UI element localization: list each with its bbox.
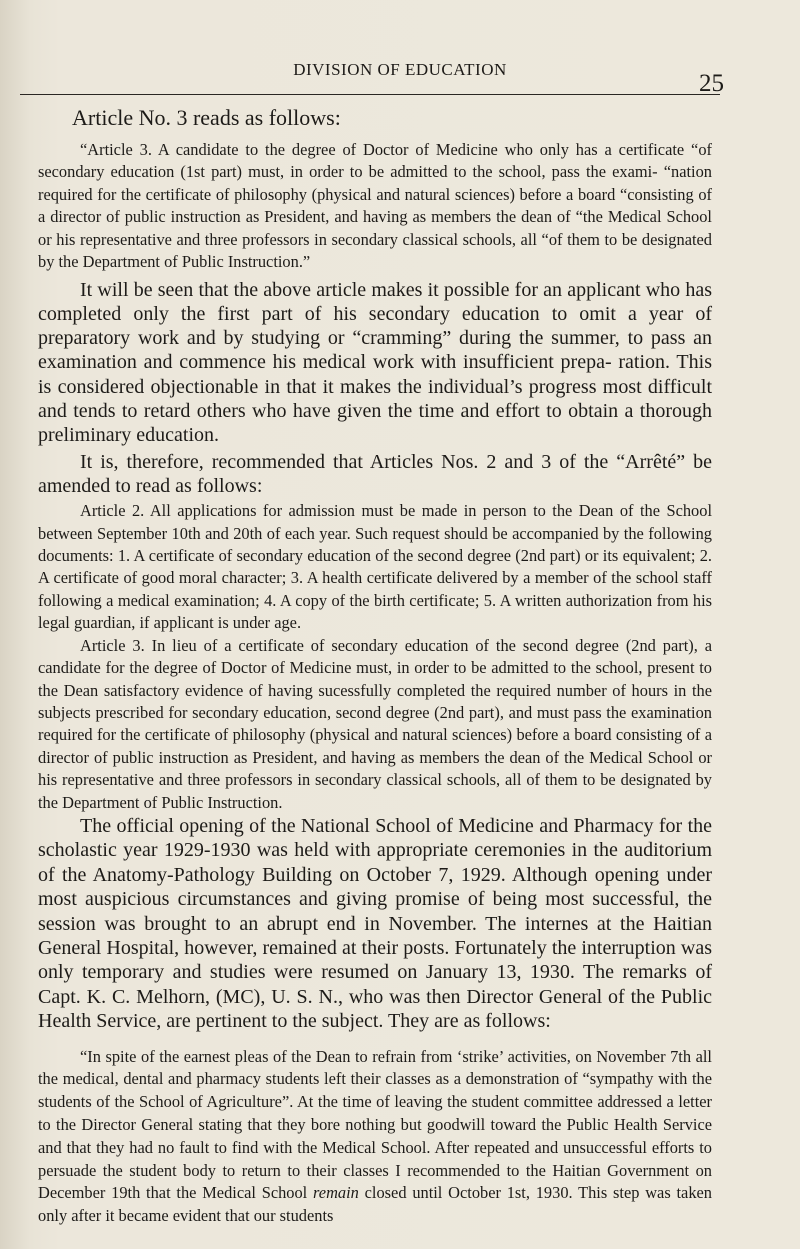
paragraph-official-opening: The official opening of the National School of Medicine and Pharmacy for the scholastic year 1929-1930 was held with appropriate ceremonies in the auditorium of the Anatomy-Pathology Building on October 7, 1929. Although opening under most auspicious circumstances and giving promise of being most successful, the session was brought to an abrupt end in November. The internes at the Haitian General Hospital, however, remained at their posts. Fortunately the interruption was only temporary and studies were resumed on January 13, 1930. The remarks of Capt. K. C. Melhorn, (MC), U. S. N., who was then Director General of the Public Health Service, are pertinent to the subject. They are as follows: — [38, 814, 712, 1033]
quoted-strike-remarks — [38, 1046, 712, 1228]
quote-strike-text-2: closed until October 1st, 1930. This step was taken only after it became evident that our students — [38, 1183, 712, 1226]
quote-strike-italic: remain — [313, 1183, 359, 1203]
page-number: 25 — [699, 70, 724, 97]
paragraph-possible: It will be seen that the above article makes it possible for an applicant who has completed only the first part of his secondary education to omit a year of preparatory work and by studying or “cramming” during the summer, to pass an examination and commence his medical work with insufficient prepa- ration. This is considered objectionable in that it makes the individual’s progress most difficult and tends to retard others who have given the time and effort to obtain a thorough preliminary education. — [38, 278, 712, 447]
paragraph-recommended: It is, therefore, recommended that Articles Nos. 2 and 3 of the “Arrêté” be amended to read as follows: — [38, 450, 712, 497]
header-rule — [20, 94, 720, 95]
section-heading: Article No. 3 reads as follows: — [72, 105, 341, 130]
amended-article-3: Article 3. In lieu of a certificate of secondary education of the second degree (2nd part), a candidate for the degree of Doctor of Medicine must, in order to be admitted to the school, present to the Dean satisfactory evidence of having sucessfully completed the required number of hours in the subjects prescribed for secondary education, second degree (2nd part), and must pass the examination required for the certificate of philosophy (physical and natural sciences) before a board consisting of a director of public instruction as President, and having as members the dean of the Medical School or his representative and three professors in secondary classical schools, all of them to be designated by the Department of Public Instruction. — [38, 635, 712, 812]
amended-article-2: Article 2. All applications for admission must be made in person to the Dean of the School between September 10th and 20th of each year. Such request should be accompanied by the following documents: 1. A certificate of secondary education of the second degree (2nd part) or its equivalent; 2. A certificate of good moral character; 3. A health certificate delivered by a member of the school staff following a medical examination; 4. A copy of the birth certificate; 5. A written authorization from his legal guardian, if applicant is under age. — [38, 501, 712, 633]
quoted-article-3: “Article 3. A candidate to the degree of Doctor of Medicine who only has a certificate “of secondary education (1st part) must, in order to be admitted to the school, pass the exami- “nation required for the certificate of philosophy (physical and natural sciences) before a board “consisting of a director of public instruction as President, and having as members the dean of “the Medical School or his representative and three professors in secondary classical schools, all “of them to be designated by the Department of Public Instruction.” — [38, 139, 712, 272]
running-head: DIVISION OF EDUCATION — [293, 60, 507, 79]
quote-strike-text-1: “In spite of the earnest pleas of the Dean to refrain from ‘strike’ activities, on November 7th all the medical, dental and pharmacy students left their classes as a demonstration of “sympathy with the students of the School of Agriculture”. At the time of leaving the student committee addressed a letter to the Director General stating that they bore nothing but goodwill toward the Public Health Service and that they had no fault to find with the Medical School. After repeated and unsuccessful efforts to persuade the student body to return to their classes I recommended to the Haitian Government on December 19th that the Medical School — [38, 1046, 712, 1203]
document-body — [38, 104, 712, 1228]
